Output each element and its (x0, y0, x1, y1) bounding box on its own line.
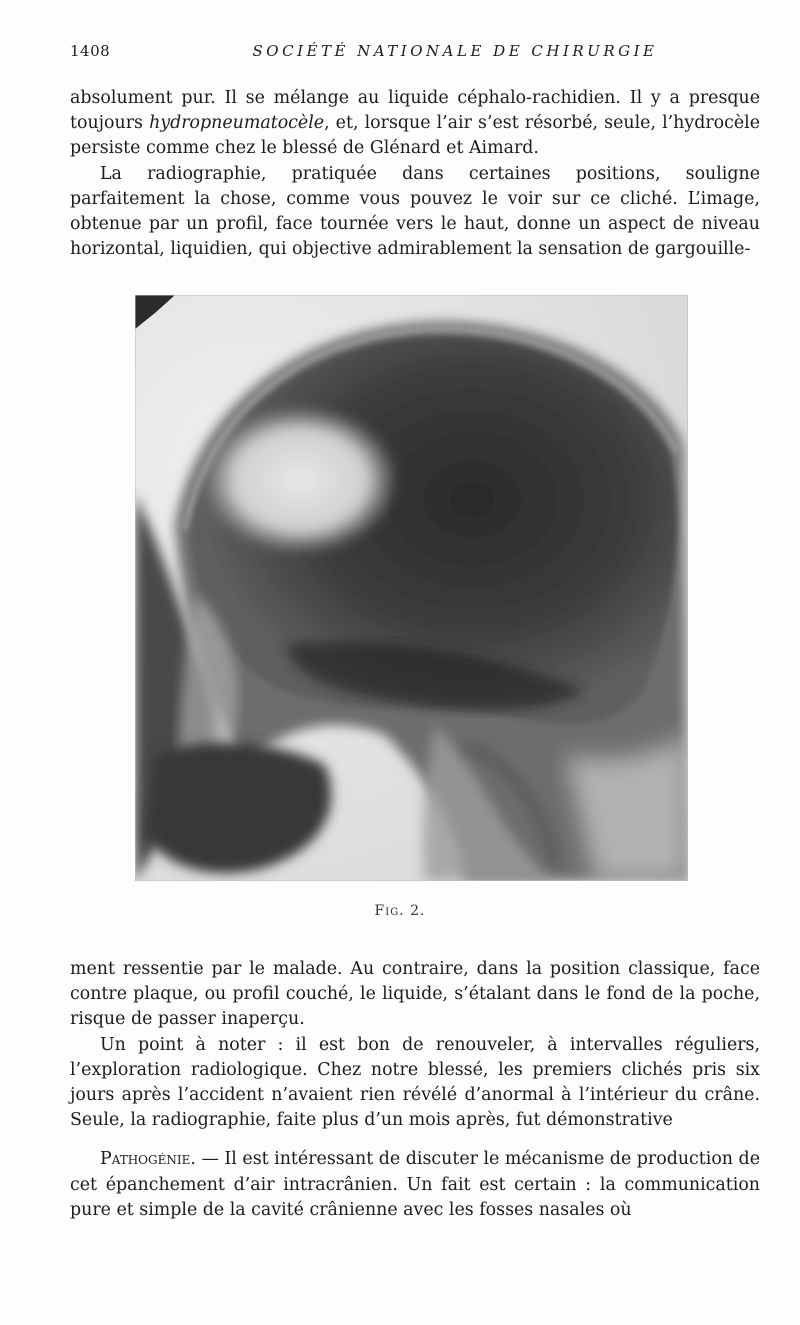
page-number: 1408 (70, 42, 111, 60)
running-head (70, 42, 760, 64)
paragraph-radiography: La radiographie, pratiquée dans certaines positions, souligne parfaitement la chose, comme vous pouvez le voir sur ce cliché. L’image, obtenue par un profil, face tournée vers le haut, donne un aspect de niveau horizontal, liquidien, qui objective admirablement la sensation de gargouille- (70, 163, 760, 260)
radiograph-image (135, 295, 688, 881)
body-text-top (70, 86, 760, 262)
paragraph-pathogenie (70, 1147, 760, 1223)
body-text-bottom (70, 957, 760, 1223)
paragraph-point: Un point à noter : il est bon de renouveler, à intervalles réguliers, l’exploration radiologique. Chez notre blessé, les premiers clichés pris six jours après l’accident n’avaient rien révélé d’anormal à l’intérieur du crâne. Seule, la radiographie, faite plus d’un mois après, fut démonstrative (70, 1034, 760, 1131)
skull-radiograph-figure (135, 295, 688, 881)
section-heading: Pathogénie. (100, 1149, 196, 1170)
italic-term: hydropneumatocèle (149, 113, 325, 134)
figure-caption: Fig. 2. (374, 903, 426, 919)
paragraph-text: , et, lorsque l’air s’est résorbé, seule, l’hydrocèle persiste comme chez le blessé de Glénard et Aimard. (70, 113, 760, 159)
journal-title: SOCIÉTÉ NATIONALE DE CHIRURGIE (252, 42, 658, 60)
paragraph-text: — Il est intéressant de discuter le mécanisme de production de cet épanchement d’air intracrânien. Un fait est certain : la communication pure et simple de la cavité crânienne avec les fosses nasales où (70, 1149, 760, 1220)
paragraph-continued (70, 86, 760, 162)
paragraph-text: absolument pur. Il se mélange au liquide céphalo-rachidien. Il y a presque toujours (70, 88, 760, 134)
paragraph-continued: ment ressentie par le malade. Au contraire, dans la position classique, face contre plaque, ou profil couché, le liquide, s’étalant dans le fond de la poche, risque de passer inaperçu. (70, 959, 760, 1030)
